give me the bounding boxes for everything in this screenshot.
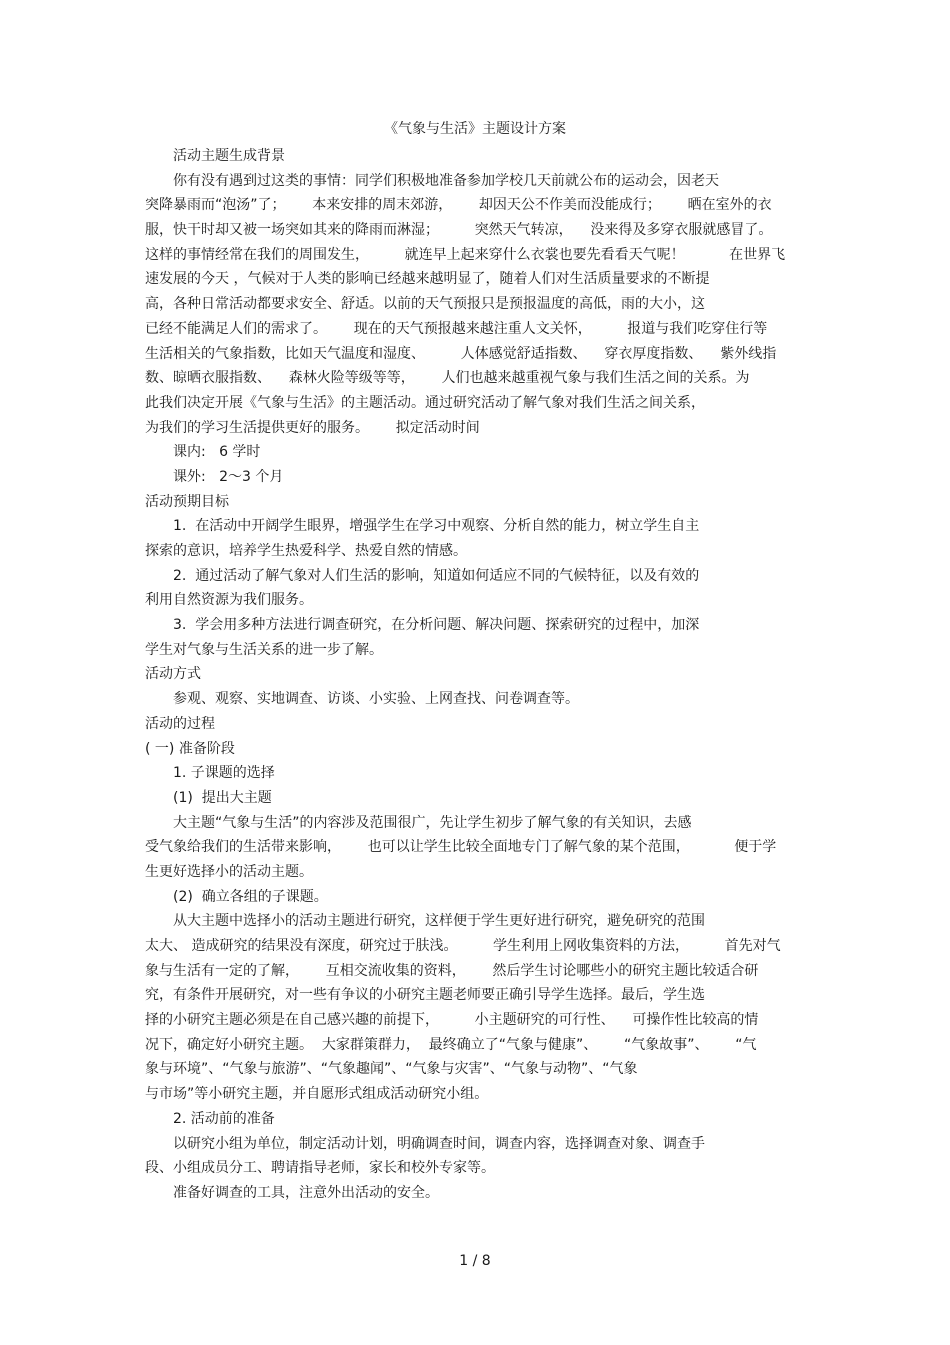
text-line: 受气象给我们的生活带来影响， 也可以让学生比较全面地专门了解气象的某个范围， 便于学 <box>145 839 777 856</box>
text-line: 课外: 2～3 个月 <box>173 468 284 485</box>
text-line: 参观、观察、实地调查、访谈、小实验、上网查找、问卷调查等。 <box>173 691 579 708</box>
text-line: 1. 子课题的选择 <box>173 765 275 782</box>
text-line: 高，各种日常活动都要求安全、舒适。以前的天气预报只是预报温度的高低，雨的大小，这 <box>145 296 705 313</box>
text-line: 以研究小组为单位，制定活动计划，明确调查时间，调查内容，选择调查对象、调查手 <box>173 1135 705 1152</box>
text-line: 突降暴雨而“泡汤”了； 本来安排的周末郊游， 却因天公不作美而没能成行； 晒在室外的衣 <box>145 197 772 214</box>
text-line: 择的小研究主题必须是在自己感兴趣的前提下， 小主题研究的可行性、 可操作性比较高的情 <box>145 1012 759 1029</box>
text-line: 此我们决定开展《气象与生活》的主题活动。通过研究活动了解气象对我们生活之间关系， <box>145 394 705 411</box>
text-line: 活动预期目标 <box>145 493 229 510</box>
text-line: 3. 学会用多种方法进行调查研究，在分析问题、解决问题、探索研究的过程中，加深 <box>173 617 700 634</box>
text-line: 2. 活动前的准备 <box>173 1110 275 1127</box>
text-line: 究，有条件开展研究，对一些有争议的小研究主题老师要正确引导学生选择。最后，学生选 <box>145 987 705 1004</box>
document-title: 《气象与生活》主题设计方案 <box>384 121 566 137</box>
document-body <box>145 144 825 1206</box>
text-line: 象与环境”、“气象与旅游”、“气象趣闻”、“气象与灾害”、“气象与动物”、“气象 <box>145 1061 638 1078</box>
text-line: 学生对气象与生活关系的进一步了解。 <box>145 641 383 658</box>
page-number: 1 / 8 <box>459 1253 491 1269</box>
text-line: 生活相关的气象指数，比如天气温度和湿度、 人体感觉舒适指数、 穿衣厚度指数、 紫外线指 <box>145 345 777 362</box>
text-line: 课内: 6 学时 <box>173 444 261 461</box>
text-line: 利用自然资源为我们服务。 <box>145 592 313 609</box>
text-line: 段、小组成员分工、聘请指导老师，家长和校外专家等。 <box>145 1160 495 1177</box>
text-line: ( 一) 准备阶段 <box>145 740 235 757</box>
text-line: 速发展的今天 ，气候对于人类的影响已经越来越明显了，随着人们对生活质量要求的不断提 <box>145 271 710 288</box>
text-line: 活动主题生成背景 <box>173 148 285 164</box>
text-line: 2. 通过活动了解气象对人们生活的影响，知道如何适应不同的气候特征，以及有效的 <box>173 567 700 584</box>
text-line: 1. 在活动中开阔学生眼界，增强学生在学习中观察、分析自然的能力，树立学生自主 <box>173 518 700 535</box>
text-line: 从大主题中选择小的活动主题进行研究，这样便于学生更好进行研究，避免研究的范围 <box>173 913 705 930</box>
text-line: 与市场”等小研究主题，并自愿形式组成活动研究小组。 <box>145 1086 489 1103</box>
text-line: 为我们的学习生活提供更好的服务。 拟定活动时间 <box>145 419 480 436</box>
text-line: (1) 提出大主题 <box>173 789 272 806</box>
text-line: 况下，确定好小研究主题。 大家群策群力， 最终确立了“气象与健康”、 “气象故事”、 “气 <box>145 1036 757 1053</box>
text-line: 活动方式 <box>145 666 201 683</box>
text-line: 数、晾晒衣服指数、 森林火险等级等等， 人们也越来越重视气象与我们生活之间的关系。为 <box>145 370 750 387</box>
text-line: 准备好调查的工具，注意外出活动的安全。 <box>173 1184 439 1201</box>
text-line: 活动的过程 <box>145 715 215 732</box>
text-line: 探索的意识，培养学生热爱科学、热爱自然的情感。 <box>145 543 467 559</box>
text-line: 太大、 造成研究的结果没有深度，研究过于肤浅。 学生利用上网收集资料的方法， 首先对气 <box>145 938 781 954</box>
text-line: (2) 确立各组的子课题。 <box>173 888 328 905</box>
text-line: 象与生活有一定的了解， 互相交流收集的资料， 然后学生讨论哪些小的研究主题比较适合研 <box>145 962 759 979</box>
text-line: 这样的事情经常在我们的周围发生， 就连早上起来穿什么衣裳也要先看看天气呢！ 在世界飞 <box>145 246 786 263</box>
text-line: 大主题“气象与生活”的内容涉及范围很广，先让学生初步了解气象的有关知识，去感 <box>173 814 692 831</box>
text-line: 已经不能满足人们的需求了。 现在的天气预报越来越注重人文关怀， 报道与我们吃穿住行等 <box>145 320 768 337</box>
text-line: 生更好选择小的活动主题。 <box>145 863 313 880</box>
text-line: 服，快干时却又被一场突如其来的降雨而淋湿； 突然天气转凉， 没来得及多穿衣服就感冒了。 <box>145 222 773 239</box>
text-line: 你有没有遇到过这类的事情：同学们积极地准备参加学校几天前就公布的运动会，因老天 <box>173 172 719 189</box>
